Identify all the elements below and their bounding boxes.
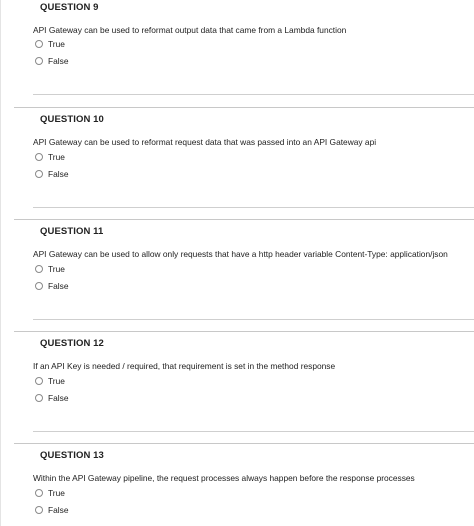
question-title: QUESTION 9 xyxy=(40,2,99,13)
answer-divider xyxy=(33,319,474,320)
radio-button[interactable] xyxy=(35,506,43,514)
question-title: QUESTION 11 xyxy=(40,226,104,237)
question-text: API Gateway can be used to reformat request data that was passed into an API Gateway api xyxy=(33,137,377,147)
option-true[interactable] xyxy=(35,375,65,387)
question-title: QUESTION 13 xyxy=(40,450,104,461)
option-false[interactable] xyxy=(35,55,68,67)
radio-button[interactable] xyxy=(35,394,43,402)
question-text: Within the API Gateway pipeline, the request processes always happen before the response processes xyxy=(33,473,415,483)
option-label: True xyxy=(48,488,65,498)
option-label: False xyxy=(48,393,69,403)
answer-divider xyxy=(33,431,474,432)
option-true[interactable] xyxy=(35,151,65,163)
option-false[interactable] xyxy=(35,392,68,404)
option-false[interactable] xyxy=(35,168,68,180)
page-left-border xyxy=(0,0,1,526)
question-text: API Gateway can be used to reformat output data that came from a Lambda function xyxy=(33,25,347,35)
option-label: True xyxy=(48,376,65,386)
question-title: QUESTION 10 xyxy=(40,114,104,125)
option-label: True xyxy=(48,264,65,274)
option-label: False xyxy=(48,169,69,179)
option-label: False xyxy=(48,56,69,66)
question-title: QUESTION 12 xyxy=(40,338,104,349)
answer-divider xyxy=(33,94,474,95)
option-false[interactable] xyxy=(35,280,68,292)
option-label: True xyxy=(48,39,65,49)
option-label: False xyxy=(48,281,69,291)
radio-button[interactable] xyxy=(35,489,43,497)
radio-button[interactable] xyxy=(35,282,43,290)
radio-button[interactable] xyxy=(35,57,43,65)
radio-button[interactable] xyxy=(35,265,43,273)
option-label: False xyxy=(48,505,69,515)
radio-button[interactable] xyxy=(35,170,43,178)
option-false[interactable] xyxy=(35,504,68,516)
option-true[interactable] xyxy=(35,487,65,499)
answer-divider xyxy=(33,207,474,208)
question-text: API Gateway can be used to allow only requests that have a http header variable Content-Type: application/json xyxy=(33,249,448,259)
radio-button[interactable] xyxy=(35,377,43,385)
question-text: If an API Key is needed / required, that requirement is set in the method response xyxy=(33,361,336,371)
option-true[interactable] xyxy=(35,38,65,50)
radio-button[interactable] xyxy=(35,40,43,48)
radio-button[interactable] xyxy=(35,153,43,161)
option-true[interactable] xyxy=(35,263,65,275)
option-label: True xyxy=(48,152,65,162)
